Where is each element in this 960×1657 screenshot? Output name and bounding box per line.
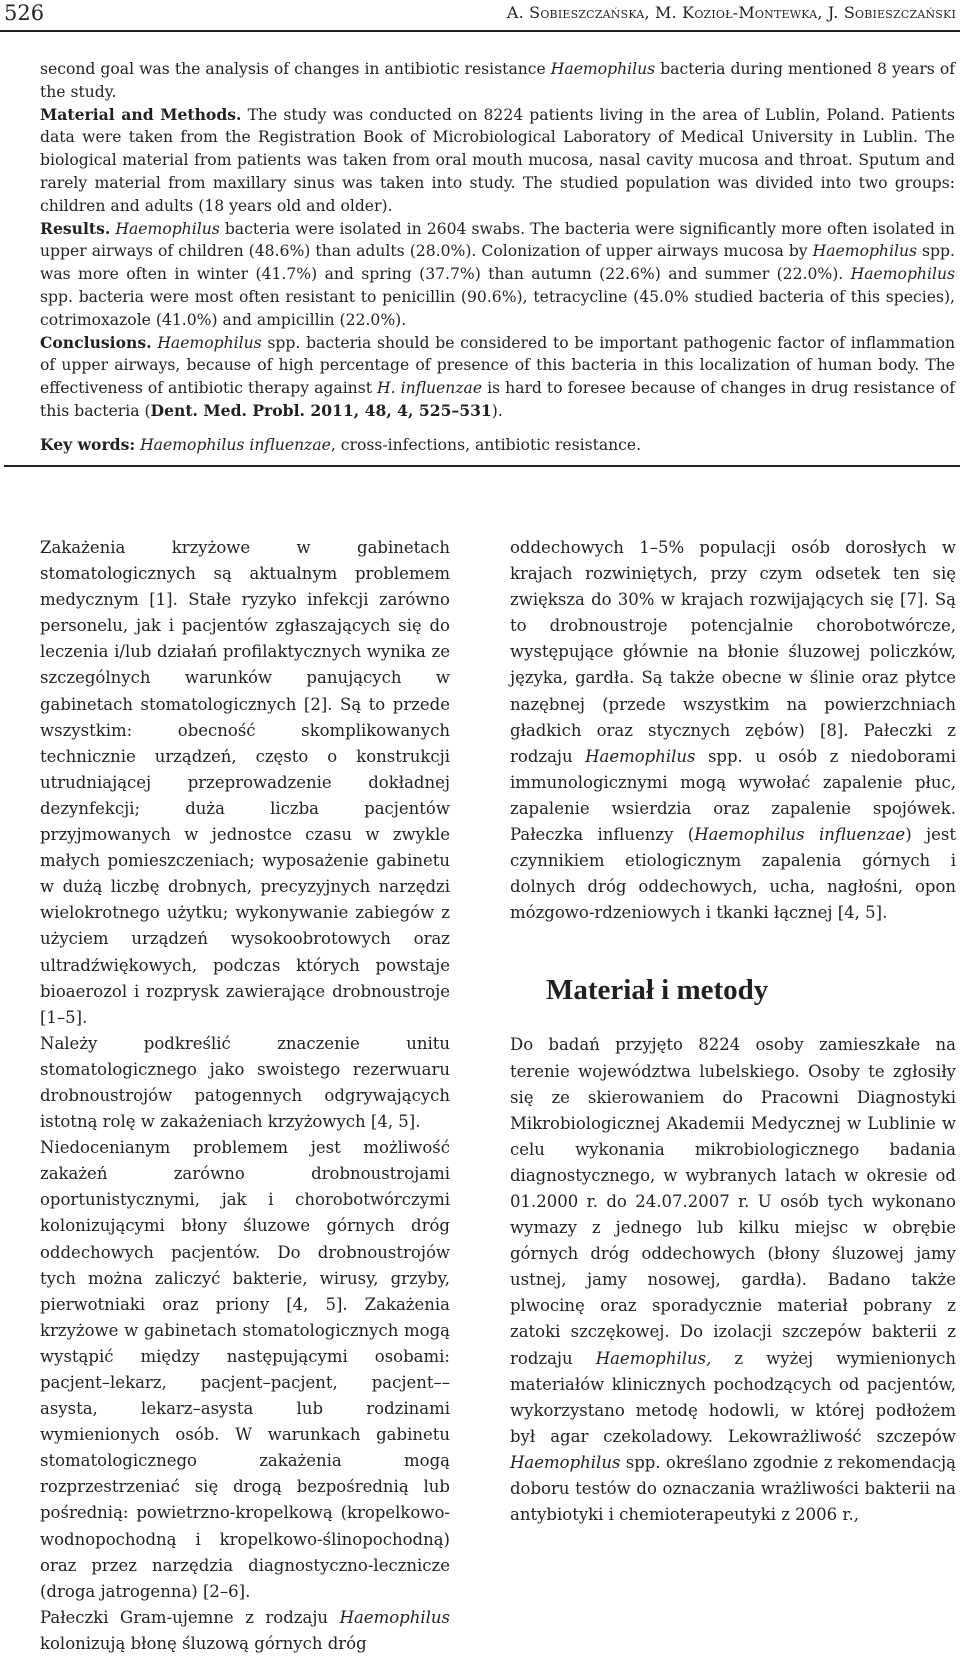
paragraph: oddechowych 1–5% populacji osób dorosłych w krajach rozwiniętych, przy czym odsetek ten się zwiększa do 30% w krajach rozwijających się [7]. Są to drobnoustroje potencjalnie chorobotwórcze, występujące głównie na błonie śluzowej policzków, języka, gardła. Są także obecne w ślinie oraz płytce nazębnej (przede wszystkim na powierzchniach gładkich oraz stycznych zębów) [8]. Pałeczki z rodzaju Haemophilus spp. u osób z niedoborami immunologicznymi mogą wywołać zapalenie płuc, zapalenie wsierdzia oraz zapalenie spojówek. Pałeczka influenzy (Haemophilus influenzae) jest czynnikiem etiologicznym zapalenia górnych i dolnych dróg oddechowych, ucha, nagłośni, opon mózgowo-rdzeniowych i tkanki łącznej [4, 5]. — [510, 538, 957, 923]
body-column-left — [40, 535, 450, 1657]
conclusions-label: Conclusions. — [40, 332, 152, 352]
header-rule — [0, 30, 960, 32]
body-column-right — [510, 535, 956, 1528]
paragraph: Niedocenianym problemem jest możliwość zakażeń zarówno drobnoustrojami oportunistycznymi, jak i chorobotwórczymi kolonizującymi błony śluzowe górnych dróg oddechowych pacjentów. Do drobnoustrojów tych można zaliczyć bakterie, wirusy, grzyby, pierwotniaki oraz priony [4, 5]. Zakażenia krzyżowe w gabinetach stomatologicznych mogą wystąpić między następującymi osobami: pacjent–lekarz, pacjent–pacjent, pacjent––asysta, lekarz–asysta lub rodzinami wymienionych osób. W warunkach gabinetu stomatologicznego zakażenia mogą rozprzestrzeniać się drogą bezpośrednią lub pośrednią: powietrzno-kropelkową (kropelkowo-wodnopochodną i kropelkowo-ślinopochodną) oraz przez narzędzia diagnostyczno-lecznicze (droga jatrogenna) [2–6]. — [40, 1138, 450, 1601]
running-authors: A. Sobieszczańska, M. Kozioł-Montewka, J. Sobieszczański — [506, 3, 956, 22]
methods-label: Material and Methods. — [40, 104, 242, 124]
abstract-conclusions: Conclusions. Haemophilus spp. bacteria should be considered to be important pathogenic factor of inflammation of upper airways, because of high percentage of presence of this bacteria in this localization of human body. The effectiveness of antibiotic therapy against H. influenzae is hard to foresee because of changes in drug resistance of this bacteria (Dent. Med. Probl. 2011, 48, 4, 525–531). — [40, 332, 955, 420]
paragraph: Do badań przyjęto 8224 osoby zamieszkałe na terenie województwa lubelskiego. Osoby te zgłosiły się ze skierowaniem do Pracowni Diagnostyki Mikrobiologicznej Akademii Medycznej w Lublinie w celu wykonania mikrobiologicznego badania diagnostycznego, w wybranych latach w okresie od 01.2000 r. do 24.07.2007 r. U osób tych wykonano wymazy z jednego lub kilku miejsc w obrębie górnych dróg oddechowych (błony śluzowej jamy ustnej, jamy nosowej, gardła). Badano także plwocinę oraz sporadycznie materiał pobrany z zatoki szczękowej. Do izolacji szczepów bakterii z rodzaju Haemophilus, z wyżej wymienionych materiałów klinicznych pochodzących od pacjentów, wykorzystano metodę hodowli, w której podłożem był agar czekoladowy. Lekowrażliwość szczepów Haemophilus spp. określano zgodnie z rekomendacją doboru testów do oznaczania wrażliwości bakterii na antybiotyki i chemioterapeutyki z 2006 r., — [510, 1035, 956, 1525]
citation: Dent. Med. Probl. 2011, 48, 4, 525–531 — [150, 400, 492, 420]
paragraph: Zakażenia krzyżowe w gabinetach stomatologicznych są aktualnym problemem medycznym [1]. Stałe ryzyko infekcji zarówno personelu, jak i pacjentów zgłaszających się do leczenia i/lub działań profilaktycznych wynika ze szczególnych warunków panujących w gabinetach stomatologicznych [2]. Są to przede wszystkim: obecność skomplikowanych technicznie urządzeń, często o konstrukcji utrudniającej przeprowadzenie dokładnej dezynfekcji; duża liczba pacjentów przyjmowanych w jednostce czasu w zwykle małych pomieszczeniach; wyposażenie gabinetu w dużą liczbę drobnych, precyzyjnych narzędzi wielokrotnego użytku; wykonywanie zabiegów z użyciem urządzeń wysokoobrotowych oraz ultradźwiękowych, podczas których powstaje bioaerozol i rozprysk zawierające drobnoustroje [1–5]. — [40, 538, 450, 1027]
abstract-keywords: Key words: Haemophilus influenzae, cross-infections, antibiotic resistance. — [40, 434, 642, 454]
abstract-results: Results. Haemophilus bacteria were isolated in 2604 swabs. The bacteria were significantly more often isolated in upper airways of children (48.6%) than adults (28.0%). Colonization of upper airways mucosa by Haemophilus spp. was more often in winter (41.7%) and spring (37.7%) than autumn (22.6%) and summer (22.0%). Haemophilus spp. bacteria were most often resistant to penicillin (90.6%), tetracycline (45.0% studied bacteria of this species), cotrimoxazole (41.0%) and ampicillin (22.0%). — [40, 218, 955, 329]
page-number: 526 — [4, 1, 45, 25]
paragraph: Należy podkreślić znaczenie unitu stomatologicznego jako swoistego rezerwuaru drobnoustrojów patogennych odgrywających istotną rolę w zakażeniach krzyżowych [4, 5]. — [40, 1033, 450, 1132]
keywords-label: Key words: — [40, 434, 136, 454]
abstract-methods: Material and Methods. The study was conducted on 8224 patients living in the area of Lublin, Poland. Patients data were taken from the Registration Book of Microbiological Laboratory of Medical University in Lublin. The biological material from patients was taken from oral mouth mucosa, nasal cavity mucosa and throat. Sputum and rarely material from maxillary sinus was taken into study. The studied population was divided into two groups: children and adults (18 years old and older). — [40, 104, 955, 215]
abstract-aim: second goal was the analysis of changes in antibiotic resistance Haemophilus bacteria during mentioned 8 years of the study. — [40, 60, 955, 101]
abstract — [40, 58, 955, 457]
running-header — [0, 0, 960, 30]
results-label: Results. — [40, 218, 111, 238]
section-heading: Materiał i metody — [546, 974, 769, 1007]
abstract-rule — [4, 465, 960, 467]
paragraph: Pałeczki Gram-ujemne z rodzaju Haemophilus kolonizują błonę śluzową górnych dróg — [40, 1607, 450, 1653]
